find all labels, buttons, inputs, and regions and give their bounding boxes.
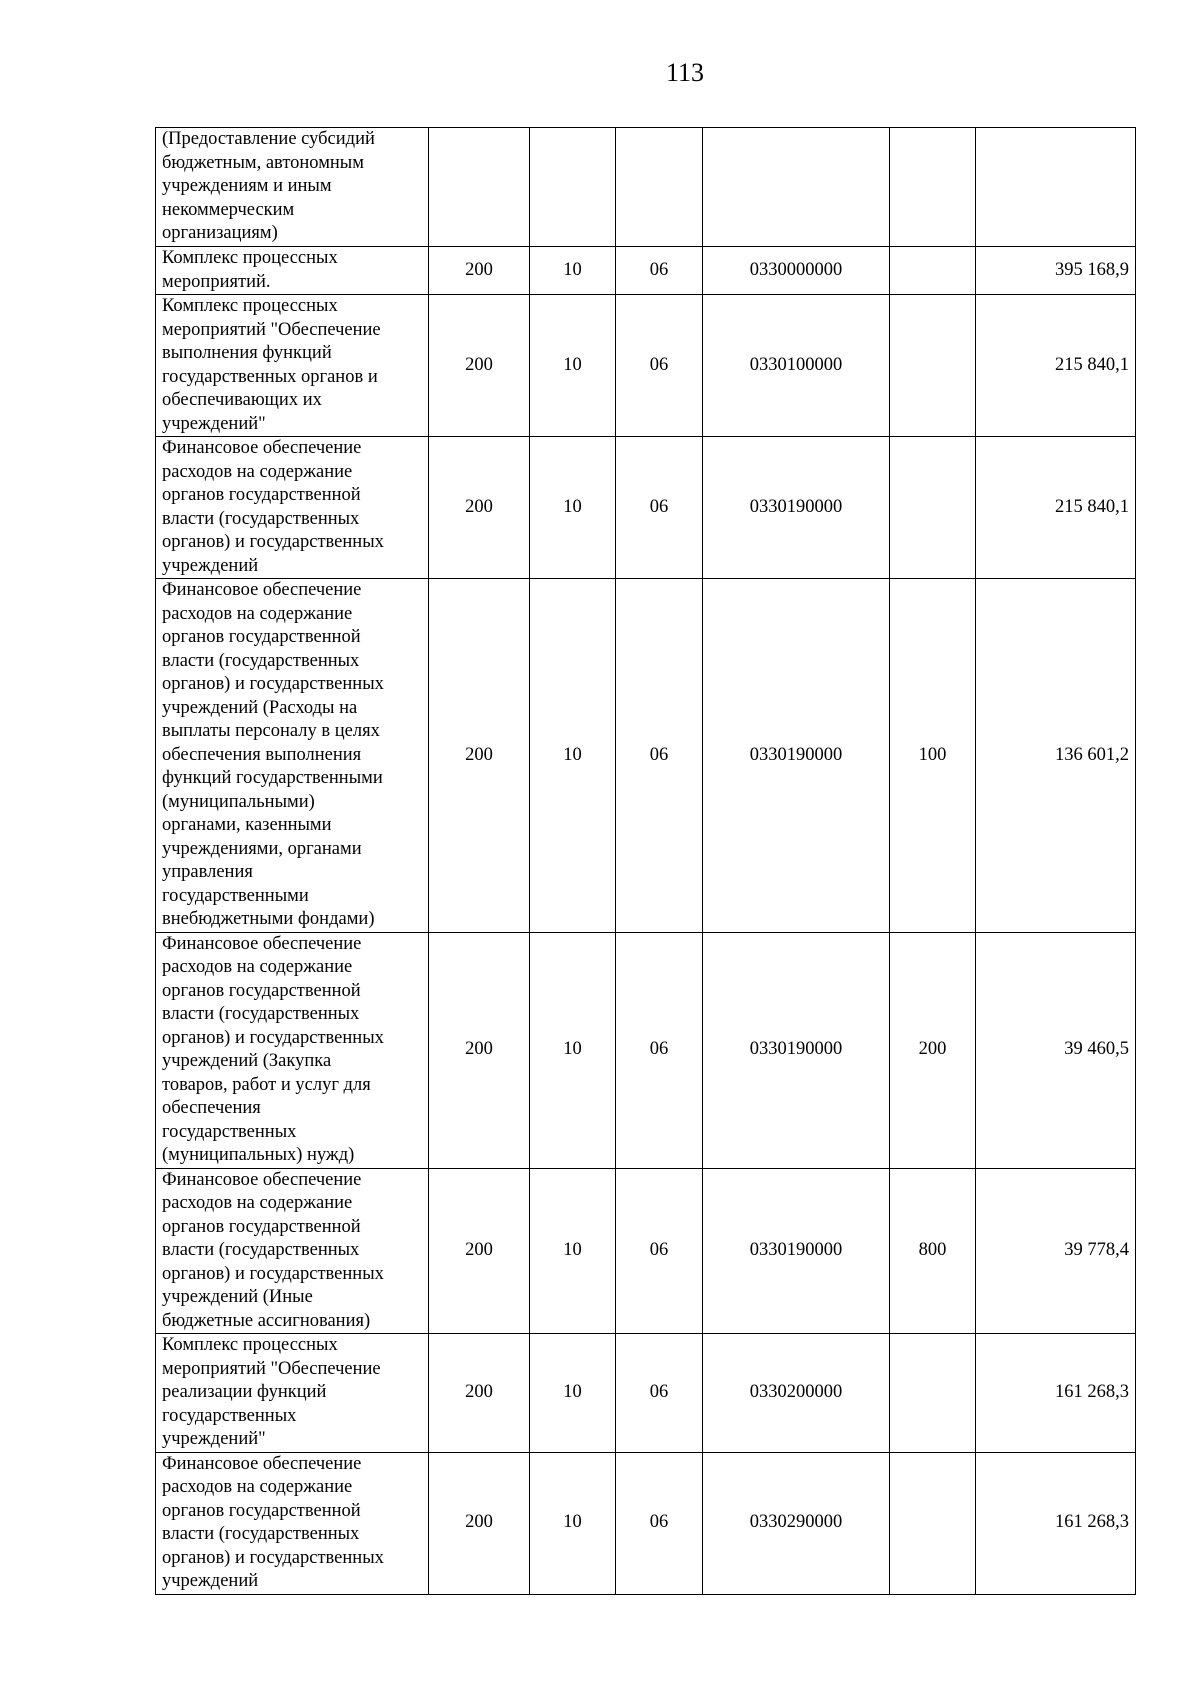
grbs-cell: 200 (429, 932, 530, 1168)
name-line: органов) и государственных (162, 1263, 384, 1284)
name-line: обеспечения (162, 1098, 261, 1118)
name-line: реализации функций (162, 1382, 327, 1402)
row-name-cell (156, 295, 429, 437)
name-line: органов) и государственных (162, 1547, 384, 1568)
name-line: расходов на содержание (162, 603, 353, 624)
subsection-cell: 06 (616, 437, 703, 579)
name-line: бюджетные ассигнования) (162, 1310, 371, 1331)
subsection-cell: 06 (616, 247, 703, 295)
name-line: выплаты персоналу в целях (162, 721, 380, 741)
target-article-cell: 0330190000 (703, 579, 890, 933)
name-line: государственными (162, 885, 309, 906)
name-line: некоммерческим (162, 199, 295, 220)
expense-type-cell (890, 247, 976, 295)
grbs-cell: 200 (429, 1168, 530, 1334)
table-row (156, 579, 1136, 933)
subsection-cell: 06 (616, 1452, 703, 1594)
target-article-cell: 0330190000 (703, 932, 890, 1168)
name-line: учреждений (162, 555, 259, 576)
target-article-cell: 0330100000 (703, 295, 890, 437)
target-article-cell: 0330000000 (703, 247, 890, 295)
row-name-cell (156, 1168, 429, 1334)
section-cell: 10 (530, 437, 616, 579)
name-line: мероприятий "Обеспечение (162, 1358, 381, 1379)
table-row (156, 128, 1136, 247)
expense-type-cell: 200 (890, 932, 976, 1168)
amount-cell: 161 268,3 (976, 1452, 1136, 1594)
subsection-cell: 06 (616, 579, 703, 933)
expense-type-cell: 100 (890, 579, 976, 933)
subsection-cell: 06 (616, 932, 703, 1168)
grbs-cell: 200 (429, 579, 530, 933)
subsection-cell: 06 (616, 1334, 703, 1453)
subsection-cell: 06 (616, 295, 703, 437)
section-cell: 10 (530, 579, 616, 933)
name-line: организациям) (162, 223, 278, 244)
section-cell: 10 (530, 1452, 616, 1594)
name-line: органами, казенными (162, 815, 332, 835)
name-line: учреждениям и иным (162, 176, 332, 197)
expense-type-cell: 800 (890, 1168, 976, 1334)
name-line: учреждений (Расходы на (162, 697, 358, 718)
section-cell: 10 (530, 932, 616, 1168)
grbs-cell: 200 (429, 1452, 530, 1594)
table-row (156, 932, 1136, 1168)
name-line: расходов на содержание (162, 1193, 353, 1213)
name-line: Комплекс процессных (162, 1335, 338, 1355)
name-line: (муниципальных) нужд) (162, 1145, 355, 1165)
row-name-cell (156, 579, 429, 933)
name-line: органов) и государственных (162, 1027, 384, 1048)
name-line: органов государственной (162, 1500, 361, 1521)
subsection-cell (616, 128, 703, 247)
expense-type-cell (890, 1334, 976, 1453)
name-line: функций государственными (162, 768, 383, 788)
name-line: выполнения функций (162, 343, 332, 363)
table-row (156, 295, 1136, 437)
target-article-cell: 0330190000 (703, 437, 890, 579)
name-line: органов) и государственных (162, 674, 384, 694)
grbs-cell: 200 (429, 437, 530, 579)
name-line: учреждений (Закупка (162, 1051, 332, 1071)
grbs-cell: 200 (429, 247, 530, 295)
table-row (156, 247, 1136, 295)
target-article-cell: 0330200000 (703, 1334, 890, 1453)
expense-type-cell (890, 128, 976, 247)
name-line: государственных органов и (162, 366, 378, 387)
target-article-cell (703, 128, 890, 247)
target-article-cell: 0330290000 (703, 1452, 890, 1594)
name-line: Финансовое обеспечение (162, 1453, 362, 1474)
name-line: (Предоставление субсидий (162, 129, 375, 150)
name-line: обеспечения выполнения (162, 744, 362, 765)
name-line: внебюджетными фондами) (162, 909, 375, 929)
row-name-cell (156, 247, 429, 295)
section-cell: 10 (530, 1168, 616, 1334)
name-line: обеспечивающих их (162, 390, 322, 410)
name-line: учреждений (162, 1571, 259, 1591)
amount-cell: 39 778,4 (976, 1168, 1136, 1334)
name-line: власти (государственных (162, 1004, 360, 1024)
name-line: Финансовое обеспечение (162, 580, 362, 600)
amount-cell: 215 840,1 (976, 295, 1136, 437)
name-line: расходов на содержание (162, 1477, 353, 1497)
row-name-cell (156, 437, 429, 579)
name-line: органов государственной (162, 1216, 361, 1237)
row-name-cell (156, 1452, 429, 1594)
name-line: учреждениями, органами (162, 838, 362, 859)
name-line: органов государственной (162, 627, 361, 647)
table-row (156, 1452, 1136, 1594)
section-cell: 10 (530, 295, 616, 437)
target-article-cell: 0330190000 (703, 1168, 890, 1334)
name-line: расходов на содержание (162, 957, 353, 977)
grbs-cell: 200 (429, 1334, 530, 1453)
name-line: учреждений (Иные (162, 1287, 313, 1307)
budget-table (155, 127, 1136, 1595)
amount-cell: 215 840,1 (976, 437, 1136, 579)
table-row (156, 437, 1136, 579)
name-line: учреждений" (162, 413, 266, 434)
name-line: власти (государственных (162, 1240, 360, 1260)
name-line: государственных (162, 1121, 297, 1142)
row-name-cell (156, 128, 429, 247)
name-line: мероприятий "Обеспечение (162, 319, 381, 340)
subsection-cell: 06 (616, 1168, 703, 1334)
row-name-cell (156, 1334, 429, 1453)
name-line: бюджетным, автономным (162, 152, 364, 173)
grbs-cell (429, 128, 530, 247)
page-number: 113 (665, 58, 705, 87)
section-cell (530, 128, 616, 247)
amount-cell: 39 460,5 (976, 932, 1136, 1168)
name-line: Комплекс процессных (162, 248, 338, 268)
table-row (156, 1334, 1136, 1453)
name-line: власти (государственных (162, 1524, 360, 1544)
amount-cell: 161 268,3 (976, 1334, 1136, 1453)
name-line: органов государственной (162, 485, 361, 505)
expense-type-cell (890, 295, 976, 437)
name-line: органов государственной (162, 980, 361, 1001)
name-line: власти (государственных (162, 650, 360, 671)
name-line: государственных (162, 1405, 297, 1426)
name-line: расходов на содержание (162, 461, 353, 482)
name-line: Финансовое обеспечение (162, 438, 362, 458)
row-name-cell (156, 932, 429, 1168)
amount-cell: 136 601,2 (976, 579, 1136, 933)
table-row (156, 1168, 1136, 1334)
name-line: мероприятий. (162, 271, 271, 292)
name-line: управления (162, 862, 253, 882)
name-line: Комплекс процессных (162, 296, 338, 316)
amount-cell: 395 168,9 (976, 247, 1136, 295)
expense-type-cell (890, 1452, 976, 1594)
expense-type-cell (890, 437, 976, 579)
section-cell: 10 (530, 247, 616, 295)
name-line: учреждений" (162, 1429, 266, 1449)
name-line: органов) и государственных (162, 532, 384, 552)
section-cell: 10 (530, 1334, 616, 1453)
name-line: Финансовое обеспечение (162, 933, 362, 954)
name-line: (муниципальными) (162, 791, 315, 812)
grbs-cell: 200 (429, 295, 530, 437)
amount-cell (976, 128, 1136, 247)
name-line: Финансовое обеспечение (162, 1169, 362, 1190)
name-line: товаров, работ и услуг для (162, 1074, 371, 1095)
name-line: власти (государственных (162, 508, 360, 529)
